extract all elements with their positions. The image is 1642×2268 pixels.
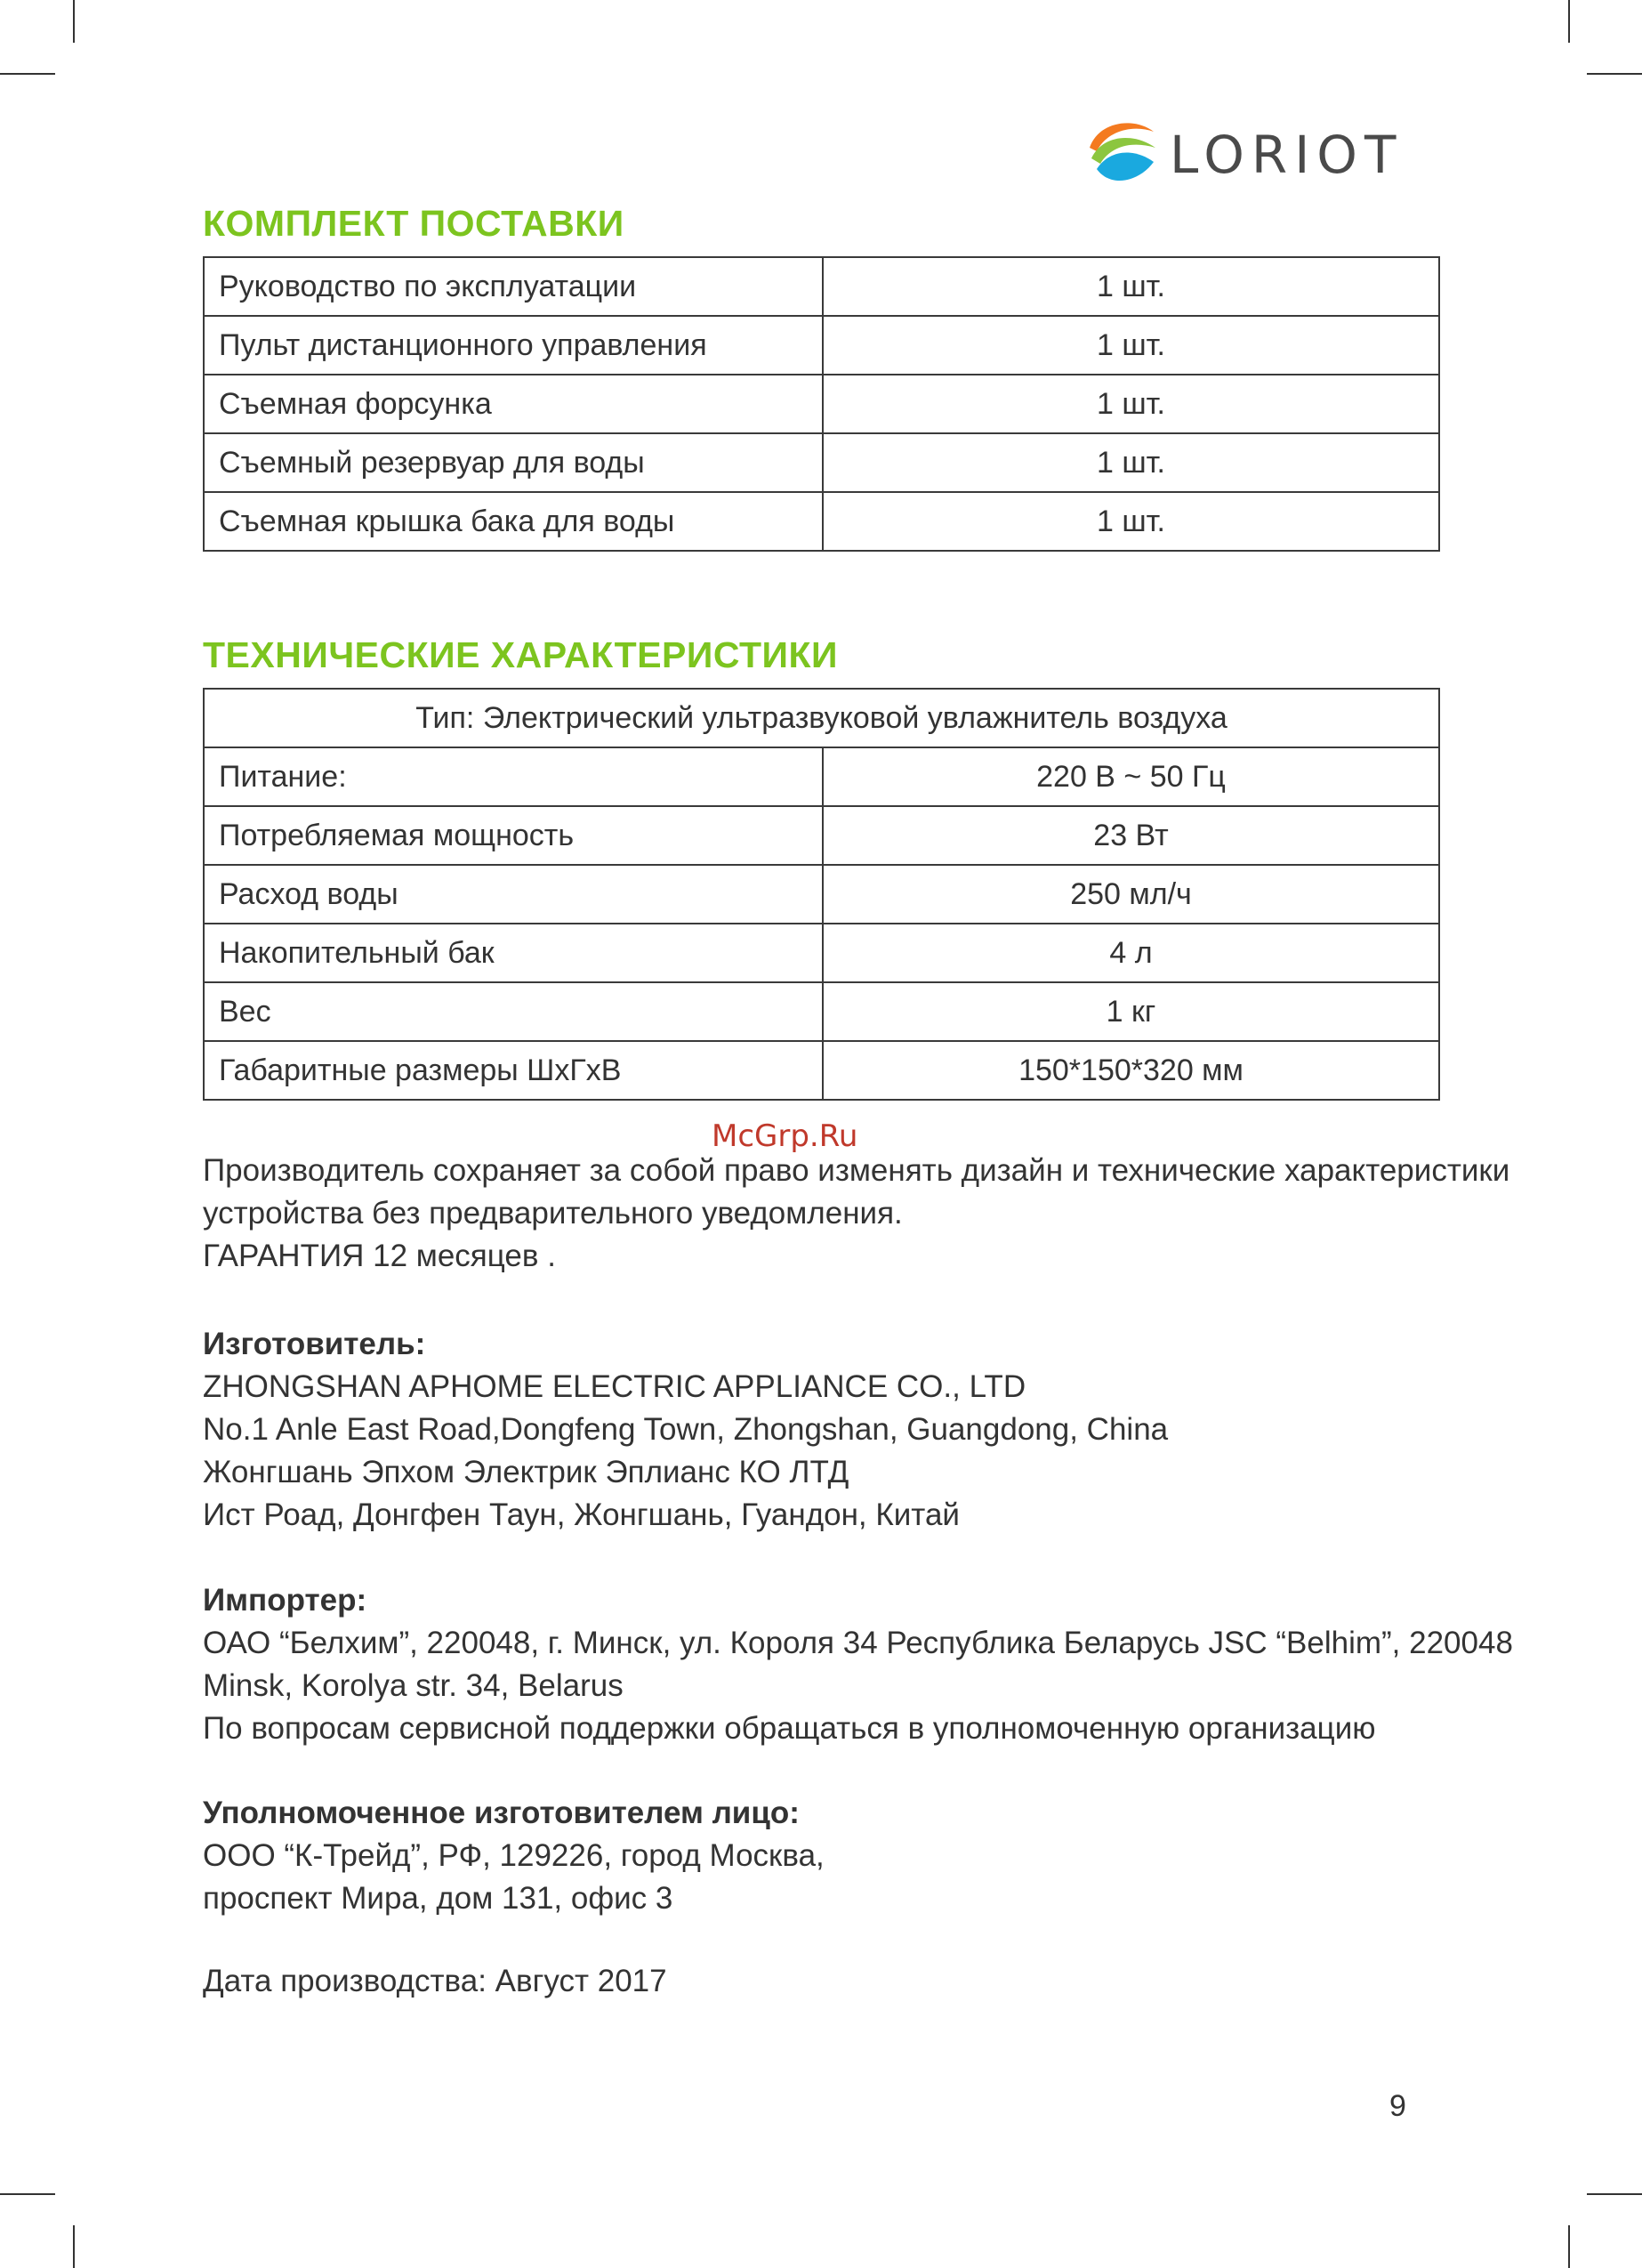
delivery-row: [204, 257, 1439, 316]
specs-title: ТЕХНИЧЕСКИЕ ХАРАКТЕРИСТИКИ: [203, 634, 838, 675]
specs-value-cell: 250 мл/ч: [823, 865, 1439, 924]
delivery-row: [204, 375, 1439, 433]
delivery-row: [204, 433, 1439, 492]
specs-param-cell: Расход воды: [204, 865, 823, 924]
crop-mark: [73, 2225, 75, 2268]
specs-param-cell: Питание:: [204, 747, 823, 806]
delivery-item-cell: Съемная крышка бака для воды: [204, 492, 823, 551]
manufacturer-line: Жонгшань Эпхом Электрик Эплианс КО ЛТД: [203, 1455, 849, 1489]
crop-mark: [1587, 2193, 1642, 2195]
loriot-logo: [1081, 112, 1445, 192]
crop-mark: [0, 73, 55, 75]
delivery-qty-cell: 1 шт.: [823, 433, 1439, 492]
importer-heading: Импортер:: [203, 1583, 367, 1618]
specs-type-cell: Тип: Электрический ультразвуковой увлажнитель воздуха: [204, 689, 1439, 747]
specs-param-cell: Габаритные размеры ШхГхВ: [204, 1041, 823, 1100]
authorized-heading: Уполномоченное изготовителем лицо:: [203, 1796, 800, 1830]
notice-block: [203, 1150, 1509, 1278]
specs-type-row: [204, 689, 1439, 747]
manufacturer-line: ZHONGSHAN APHOME ELECTRIC APPLIANCE CO., LTD: [203, 1369, 1026, 1404]
specs-param-cell: Вес: [204, 982, 823, 1041]
specs-value-cell: 23 Вт: [823, 806, 1439, 865]
specs-row: [204, 924, 1439, 982]
delivery-row: [204, 316, 1439, 375]
notice-line: устройства без предварительного уведомления.: [203, 1196, 903, 1231]
crop-mark: [1587, 73, 1642, 75]
delivery-item-cell: Пульт дистанционного управления: [204, 316, 823, 375]
specs-row: [204, 806, 1439, 865]
manufacturer-block: [203, 1323, 1168, 1537]
specs-table: [203, 688, 1440, 1101]
crop-mark: [1568, 2225, 1570, 2268]
page-number: 9: [1389, 2089, 1406, 2123]
importer-line: По вопросам сервисной поддержки обращаться в уполномоченную организацию: [203, 1711, 1376, 1746]
delivery-table: [203, 256, 1440, 552]
delivery-title: КОМПЛЕКТ ПОСТАВКИ: [203, 203, 624, 244]
authorized-line: ООО “К-Трейд”, РФ, 129226, город Москва,: [203, 1838, 825, 1873]
crop-mark: [1568, 0, 1570, 43]
crop-mark: [73, 0, 75, 43]
authorized-line: проспект Мира, дом 131, офис 3: [203, 1881, 673, 1916]
specs-row: [204, 982, 1439, 1041]
manufacturer-heading: Изготовитель:: [203, 1327, 426, 1361]
specs-value-cell: 4 л: [823, 924, 1439, 982]
delivery-qty-cell: 1 шт.: [823, 316, 1439, 375]
crop-mark: [0, 2193, 55, 2195]
specs-value-cell: 1 кг: [823, 982, 1439, 1041]
manufacturer-line: Ист Роад, Донгфен Таун, Жонгшань, Гуандон, Китай: [203, 1497, 960, 1532]
specs-row: [204, 747, 1439, 806]
specs-value-cell: 150*150*320 мм: [823, 1041, 1439, 1100]
manufacturer-line: No.1 Anle East Road,Dongfeng Town, Zhongshan, Guangdong, China: [203, 1412, 1169, 1447]
specs-row: [204, 1041, 1439, 1100]
specs-param-cell: Потребляемая мощность: [204, 806, 823, 865]
specs-row: [204, 865, 1439, 924]
importer-block: [203, 1579, 1513, 1750]
notice-line: Производитель сохраняет за собой право изменять дизайн и технические характеристики: [203, 1153, 1510, 1188]
specs-value-cell: 220 В ~ 50 Гц: [823, 747, 1439, 806]
authorized-block: [203, 1792, 825, 1920]
watermark: McGrp.Ru: [712, 1118, 858, 1154]
delivery-row: [204, 492, 1439, 551]
delivery-qty-cell: 1 шт.: [823, 257, 1439, 316]
warranty-line: ГАРАНТИЯ 12 месяцев .: [203, 1239, 556, 1273]
specs-param-cell: Накопительный бак: [204, 924, 823, 982]
production-date: Дата производства: Август 2017: [203, 1964, 667, 1998]
delivery-qty-cell: 1 шт.: [823, 375, 1439, 433]
logo-wordmark: LORIOT: [1170, 125, 1404, 185]
importer-line: ОАО “Белхим”, 220048, г. Минск, ул. Короля 34 Республика Беларусь JSC “Belhim”, 220048: [203, 1626, 1513, 1660]
delivery-item-cell: Руководство по эксплуатации: [204, 257, 823, 316]
delivery-item-cell: Съемный резервуар для воды: [204, 433, 823, 492]
importer-line: Minsk, Korolya str. 34, Belarus: [203, 1668, 624, 1703]
swirl-logo-icon: [1081, 112, 1161, 192]
delivery-item-cell: Съемная форсунка: [204, 375, 823, 433]
delivery-qty-cell: 1 шт.: [823, 492, 1439, 551]
